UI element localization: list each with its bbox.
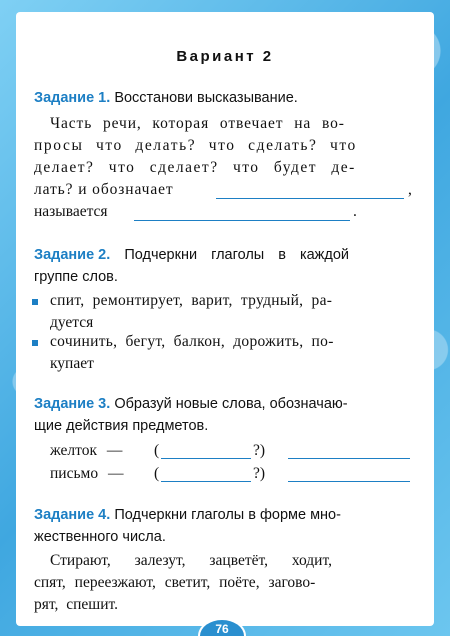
bullet-marker bbox=[32, 340, 38, 346]
task3-heading bbox=[34, 396, 348, 412]
task3-word: письмо — bbox=[50, 465, 124, 482]
task2-label: Задание 2. bbox=[34, 247, 111, 263]
page-number: 76 bbox=[215, 622, 229, 636]
task3-open-paren: ( bbox=[154, 442, 160, 459]
task1-line: Часть речи, которая отвечает на во- bbox=[50, 115, 345, 132]
task3-instruction: Образуй новые слова, обозначаю- bbox=[114, 396, 348, 412]
task2-item-line: дуется bbox=[50, 314, 94, 331]
answer-blank[interactable] bbox=[161, 458, 251, 459]
task2-heading bbox=[34, 247, 349, 263]
task1-line: лать? и обозначает bbox=[34, 181, 174, 198]
answer-blank[interactable] bbox=[134, 220, 350, 221]
task1-line: называется bbox=[34, 203, 108, 220]
task3-close-paren: ?) bbox=[253, 442, 266, 459]
variant-title: Вариант 2 bbox=[176, 48, 274, 65]
task1-line: просы что делать? что сделать? что bbox=[34, 137, 357, 154]
task4-line: Стирают, залезут, зацветёт, ходит, bbox=[50, 552, 332, 569]
answer-blank[interactable] bbox=[288, 481, 410, 482]
task4-line: рят, спешит. bbox=[34, 596, 119, 613]
task1-heading bbox=[34, 90, 298, 106]
task1-period: . bbox=[353, 203, 357, 220]
answer-blank[interactable] bbox=[216, 198, 404, 199]
task3-word: желток — bbox=[50, 442, 123, 459]
task1-line: делает? что сделает? что будет де- bbox=[34, 159, 356, 176]
task2-item-line: купает bbox=[50, 355, 94, 372]
task3-instruction-cont: щие действия предметов. bbox=[34, 418, 209, 434]
bullet-marker bbox=[32, 299, 38, 305]
task4-instruction: Подчеркни глаголы в форме мно- bbox=[114, 507, 341, 523]
task3-label: Задание 3. bbox=[34, 396, 111, 412]
task2-item-line: сочинить, бегут, балкон, дорожить, по- bbox=[50, 333, 334, 350]
task4-label: Задание 4. bbox=[34, 507, 111, 523]
task4-instruction-cont: жественного числа. bbox=[34, 529, 166, 545]
task1-label: Задание 1. bbox=[34, 90, 111, 106]
task2-instruction-cont: группе слов. bbox=[34, 269, 118, 285]
task2-instruction: Подчеркни глаголы в каждой bbox=[124, 247, 350, 263]
answer-blank[interactable] bbox=[161, 481, 251, 482]
task1-comma: , bbox=[408, 181, 412, 198]
worksheet-card bbox=[16, 12, 434, 626]
task4-heading bbox=[34, 507, 341, 523]
task3-open-paren: ( bbox=[154, 465, 160, 482]
task3-close-paren: ?) bbox=[253, 465, 266, 482]
task4-line: спят, переезжают, светит, поёте, загово- bbox=[34, 574, 316, 591]
task1-instruction: Восстанови высказывание. bbox=[114, 90, 298, 106]
answer-blank[interactable] bbox=[288, 458, 410, 459]
task2-item-line: спит, ремонтирует, варит, трудный, ра- bbox=[50, 292, 333, 309]
